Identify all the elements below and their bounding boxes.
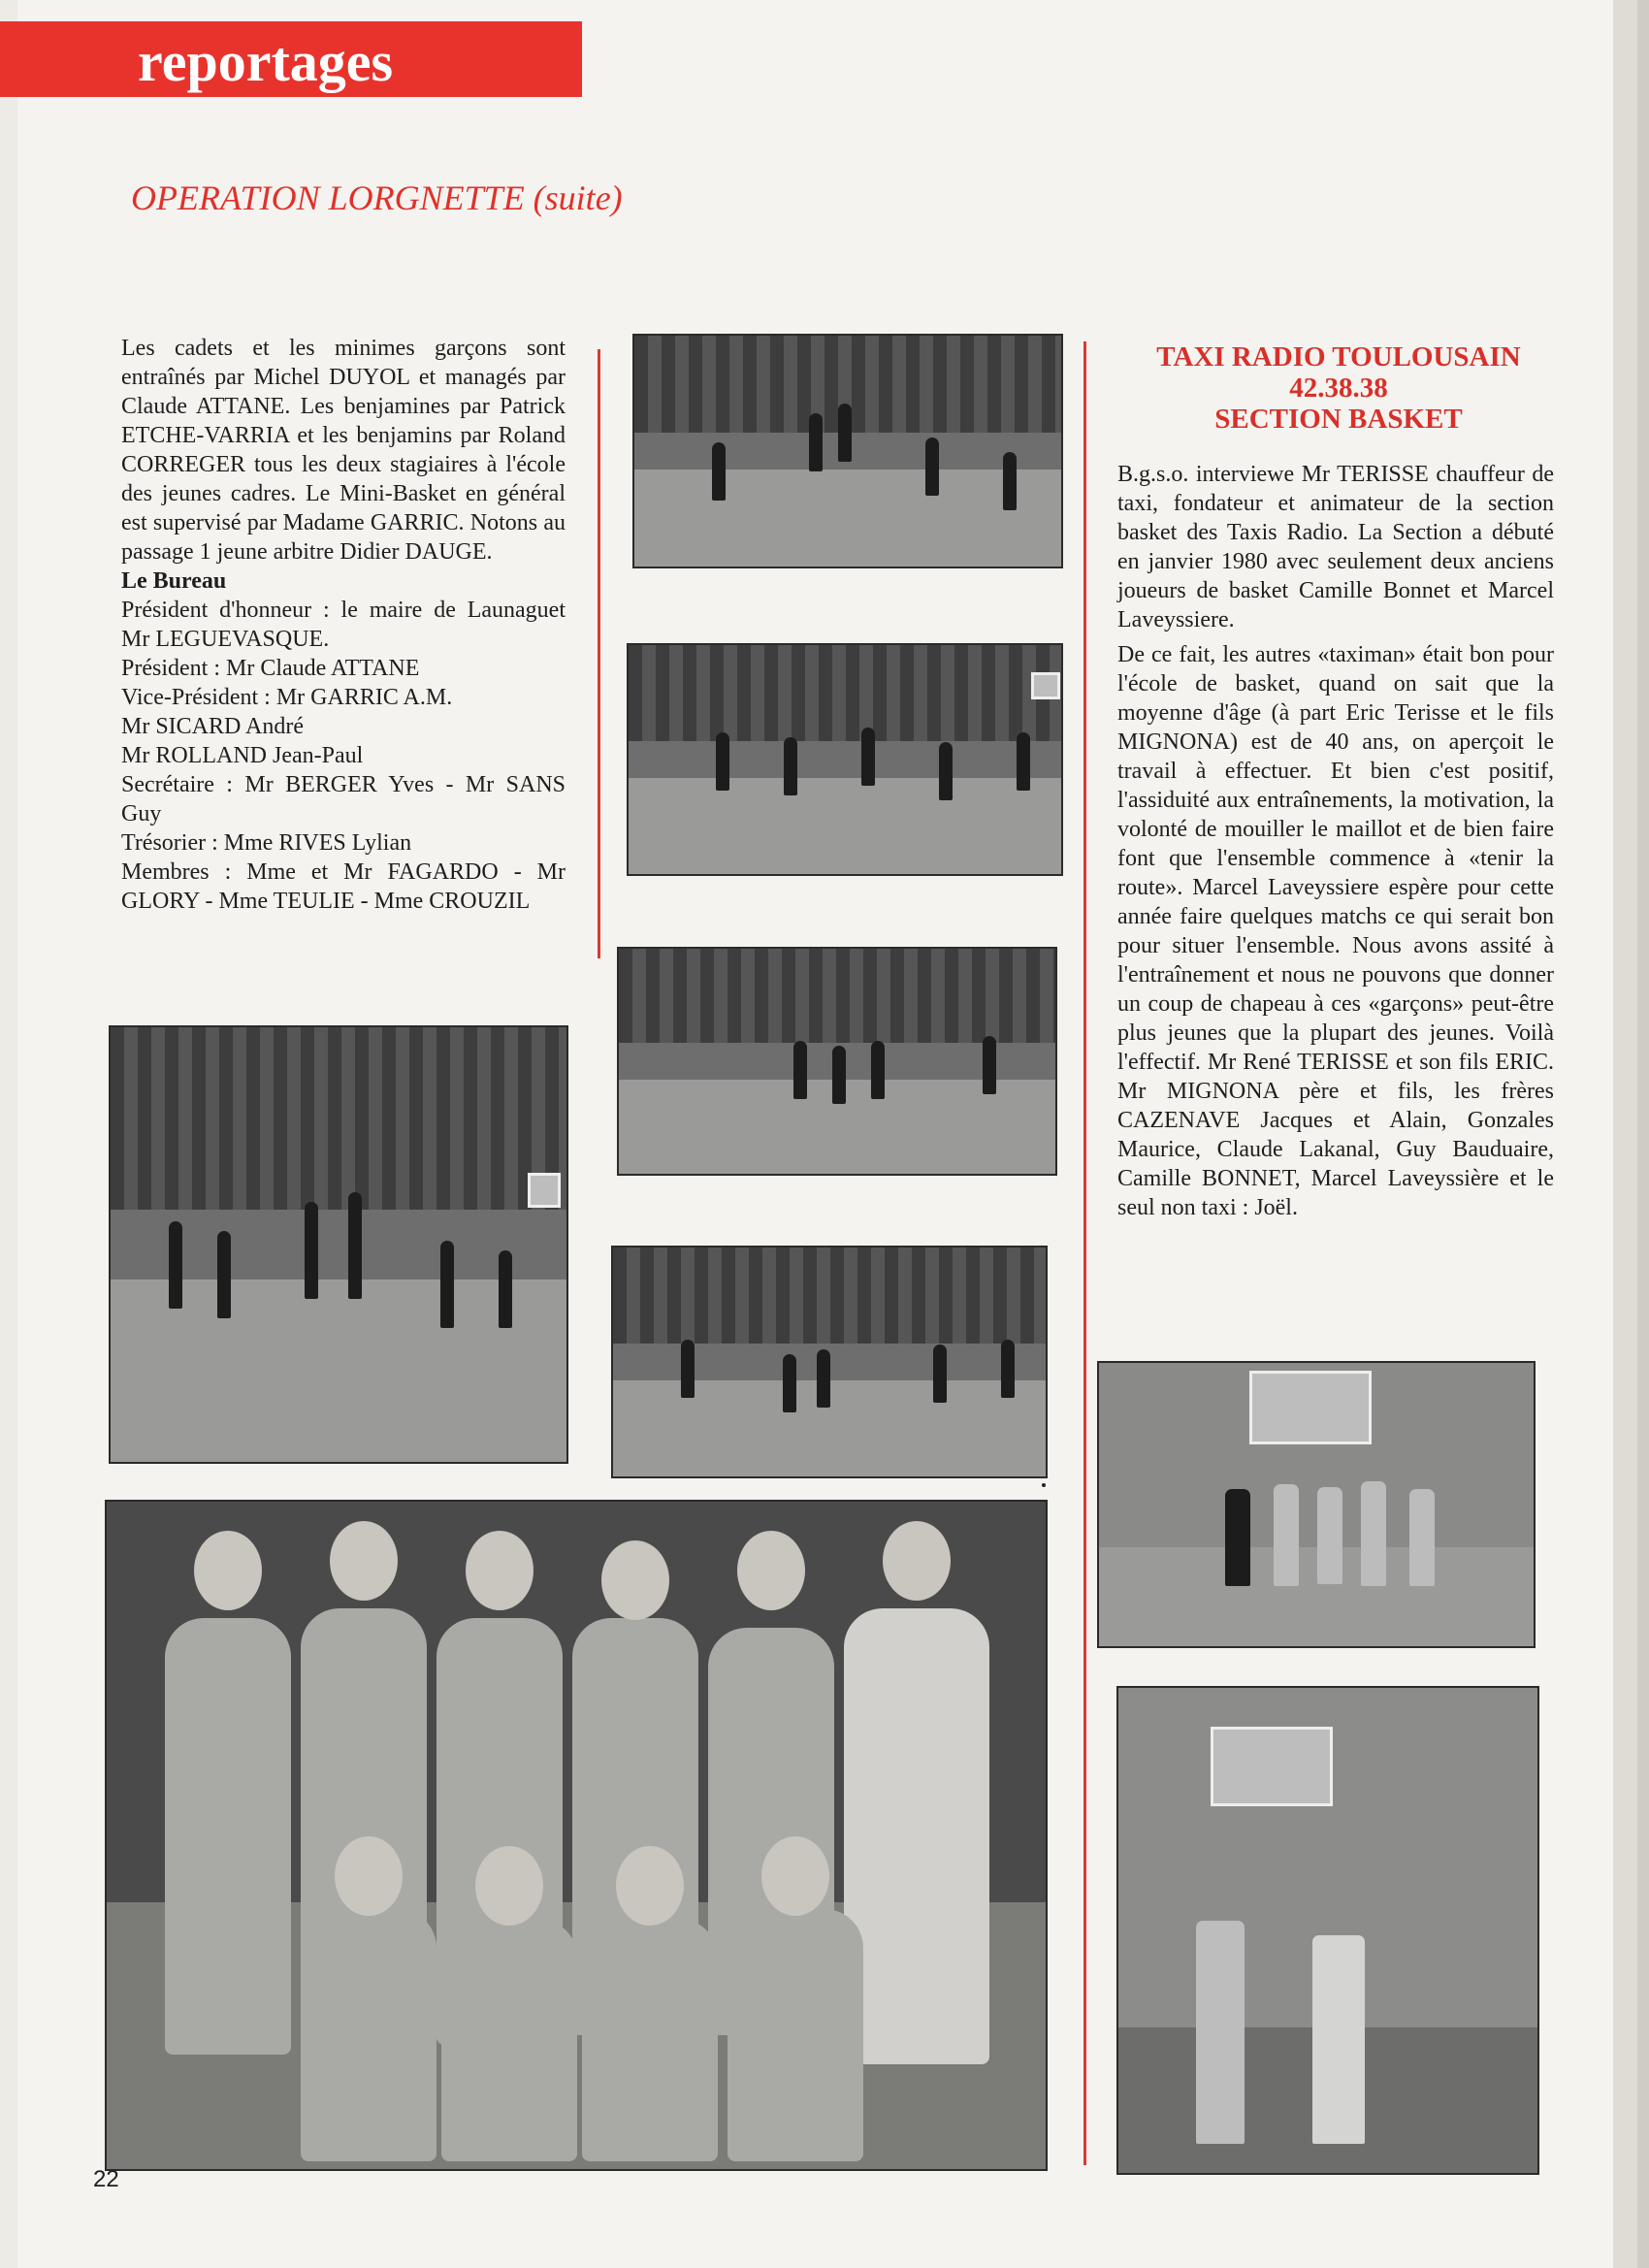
- page-number: 22: [93, 2166, 119, 2192]
- bureau-line: Mr SICARD André: [121, 714, 305, 739]
- photo-taxi-coaches: [1116, 1686, 1539, 2175]
- bureau-line: Vice-Président : Mr GARRIC A.M.: [121, 685, 453, 710]
- bureau-line: Mr ROLLAND Jean-Paul: [121, 743, 364, 768]
- heading-line: SECTION BASKET: [1214, 404, 1463, 435]
- section-banner-label: reportages: [138, 30, 394, 93]
- photo-taxi-team: [1097, 1361, 1536, 1648]
- column-left-text: [121, 334, 566, 916]
- bureau-line: Président : Mr Claude ATTANE: [121, 656, 420, 681]
- bureau-line: Membres : Mme et Mr FAGARDO - Mr GLORY - Mme TEULIE - Mme CROUZIL: [121, 859, 566, 914]
- column-right-text: [1117, 460, 1554, 1222]
- intro-paragraph: Les cadets et les minimes garçons sont entraînés par Michel DUYOL et managés par Claude ATTANE. Les benjamines par Patrick ETCHE-VARRIA et les benjamins par Roland CORREGER tous les deux stagiaires à l'école des jeunes cadres. Le Mini-Basket en général est supervisé par Madame GARRIC. Notons au passage 1 jeune arbitre Didier DAUGE.: [121, 336, 566, 565]
- column-rule-right: [1083, 341, 1086, 2165]
- heading-line: 42.38.38: [1289, 373, 1388, 404]
- heading-line: TAXI RADIO TOULOUSAIN: [1156, 341, 1521, 373]
- taxi-paragraph: De ce fait, les autres «taximan» était bon pour l'école de basket, quand on sait que la moyenne d'âge (à part Eric Terisse et le fils MIGNONA) est de 40 ans, on aperçoit le travail à effectuer. Et bien c'est positif, l'assiduité aux entraînements, la motivation, la volonté de mouiller le maillot et de bien faire font que l'ensemble commence à «tenir la route». Marcel Laveyssiere espère pour cette année faire quelques matchs ce qui serait bon pour situer l'ensemble. Nous avons assité à l'entraînement et nous ne pouvons que donner un coup de chapeau à ces «garçons» peut-être plus jeunes que la plupart des jeunes. Voilà l'effectif. Mr René TERISSE et son fils ERIC. Mr MIGNONA père et fils, les frères CAZENAVE Jacques et Alain, Gonzales Maurice, Claude Lakanal, Guy Bauduaire, Camille BONNET, Marcel Laveyssière et le seul non taxi : Joël.: [1117, 642, 1554, 1220]
- next-page-edge: [1637, 0, 1649, 2268]
- photo-basket-game-4: [611, 1246, 1048, 1478]
- bureau-line: Trésorier : Mme RIVES Lylian: [121, 830, 412, 856]
- taxi-section-heading: [1106, 341, 1571, 435]
- photo-girls-team: [105, 1500, 1048, 2171]
- photo-basket-game-3: [617, 947, 1057, 1176]
- column-rule-left: [598, 349, 600, 958]
- print-speck: [1042, 1483, 1046, 1487]
- taxi-paragraph: B.g.s.o. interviewe Mr TERISSE chauffeur de taxi, fondateur et animateur de la section basket des Taxis Radio. La Section a débuté en janvier 1980 avec seulement deux anciens joueurs de basket Camille Bonnet et Marcel Laveyssiere.: [1117, 462, 1554, 632]
- bureau-line: Secrétaire : Mr BERGER Yves - Mr SANS Guy: [121, 772, 566, 826]
- section-banner: [0, 21, 582, 97]
- article-title: OPERATION LORGNETTE (suite): [131, 178, 623, 217]
- photo-basket-game-2: [627, 643, 1063, 876]
- bureau-line: Président d'honneur : le maire de Launaguet Mr LEGUEVASQUE.: [121, 598, 566, 652]
- bureau-heading: Le Bureau: [121, 568, 227, 594]
- photo-basket-game-1: [632, 334, 1063, 568]
- photo-jump-ball: [109, 1025, 568, 1464]
